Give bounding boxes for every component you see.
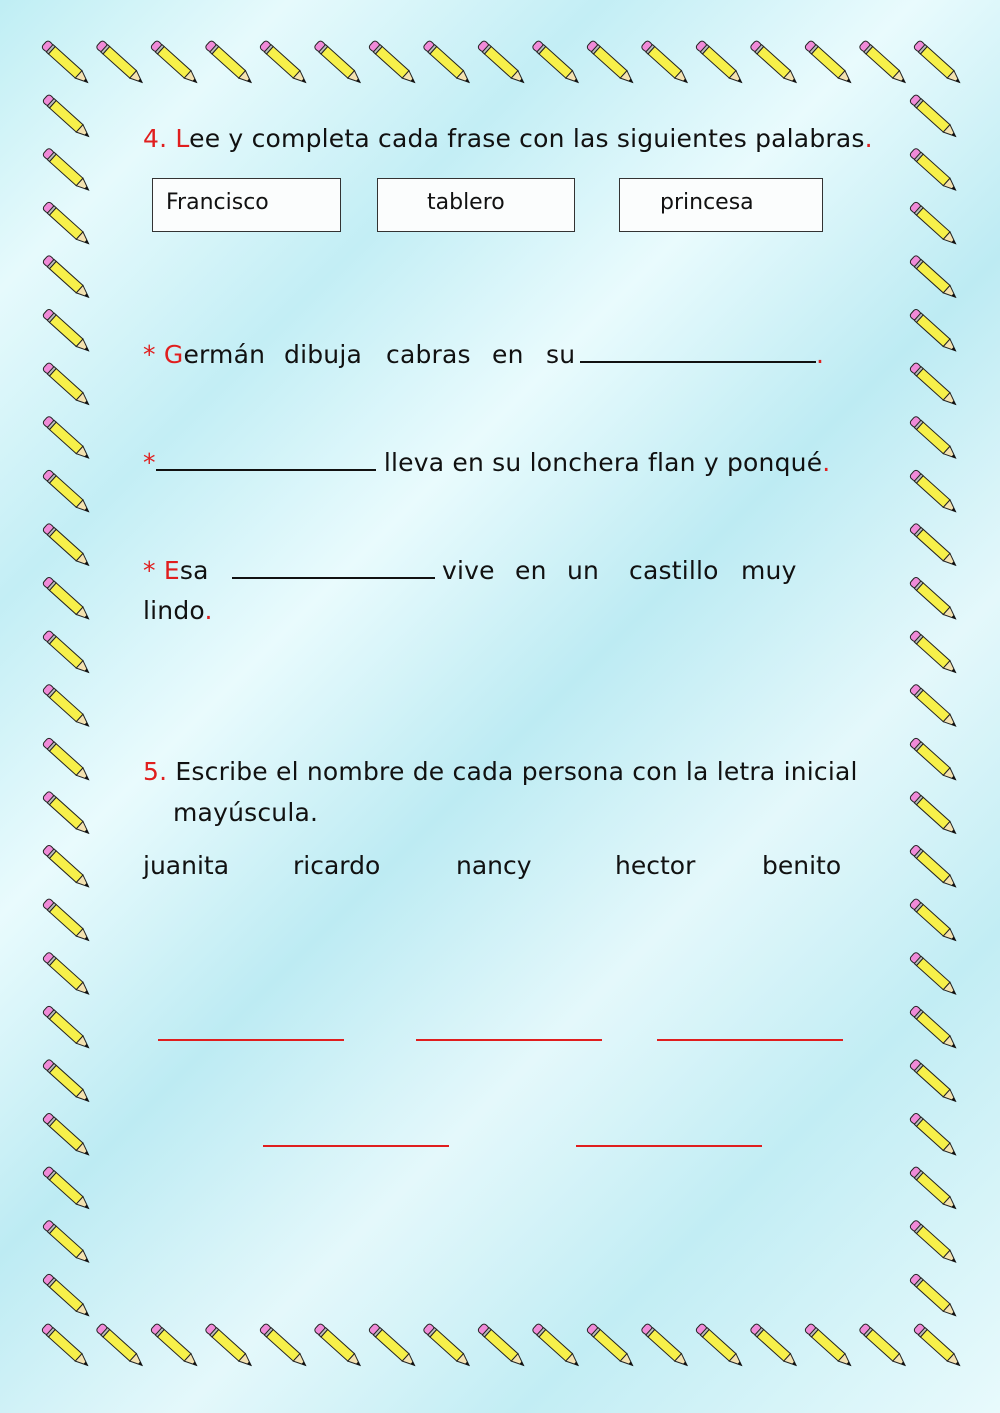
pencil-icon: [42, 415, 93, 462]
pencil-icon: [96, 40, 147, 87]
pencil-icon: [909, 308, 960, 355]
pencil-icon: [42, 308, 93, 355]
pencil-icon: [42, 630, 93, 677]
pencil-icon: [804, 40, 855, 87]
pencil-icon: [42, 1273, 93, 1320]
pencil-icon: [913, 1323, 964, 1370]
sentence-word: en: [492, 340, 524, 369]
pencil-icon: [909, 844, 960, 891]
pencil-icon: [909, 1273, 960, 1320]
name-answer-line[interactable]: [576, 1145, 762, 1147]
pencil-icon: [909, 362, 960, 409]
name-answer-line[interactable]: [416, 1039, 602, 1041]
pencil-icon: [695, 1323, 746, 1370]
pencil-icon: [804, 1323, 855, 1370]
pencil-icon: [314, 1323, 365, 1370]
exercise-5-instruction: [143, 757, 858, 786]
instruction-period: .: [864, 124, 873, 153]
pencil-icon: [42, 737, 93, 784]
word-bank-word: Francisco: [166, 190, 269, 215]
name-item: hector: [615, 851, 696, 880]
answer-blank-3[interactable]: [232, 556, 435, 585]
sentence-word: un: [567, 556, 600, 585]
pencil-icon: [42, 1166, 93, 1213]
pencil-icon: [41, 1323, 92, 1370]
pencil-icon: [42, 147, 93, 194]
word-bank-box: [619, 178, 823, 232]
sentence-word: cabras: [386, 340, 471, 369]
pencil-icon: [909, 1112, 960, 1159]
pencil-icon: [859, 40, 910, 87]
word-bank-word: tablero: [427, 190, 505, 215]
sentence-text: lleva en su lonchera flan y ponqué: [383, 448, 823, 477]
instruction-text: ee y completa cada frase con las siguientes palabras: [189, 124, 865, 153]
pencil-icon: [42, 576, 93, 623]
answer-blank-1[interactable]: [580, 340, 824, 369]
pencil-icon: [42, 844, 93, 891]
instruction-initial: L: [175, 124, 190, 153]
sentence-word: castillo: [629, 556, 719, 585]
sentence-word: sa: [179, 556, 209, 585]
pencil-icon: [909, 791, 960, 838]
name-answer-line[interactable]: [158, 1039, 344, 1041]
pencil-icon: [586, 40, 637, 87]
sentence-1: [143, 340, 265, 369]
sentence-2: [143, 448, 830, 477]
sentence-word: muy: [741, 556, 797, 585]
pencil-icon: [368, 1323, 419, 1370]
exercise-5-instruction-line-2: mayúscula.: [173, 798, 319, 827]
bullet-star: *: [143, 448, 156, 477]
name-item: benito: [762, 851, 842, 880]
pencil-icon: [909, 201, 960, 248]
word-bank-box: [152, 178, 341, 232]
name-item: juanita: [143, 851, 230, 880]
pencil-icon: [42, 469, 93, 516]
pencil-icon: [41, 40, 92, 87]
pencil-icon: [909, 1059, 960, 1106]
pencil-icon: [641, 40, 692, 87]
name-item: ricardo: [293, 851, 381, 880]
pencil-icon: [42, 683, 93, 730]
pencil-icon: [42, 791, 93, 838]
pencil-icon: [42, 255, 93, 302]
pencil-icon: [423, 40, 474, 87]
pencil-icon: [750, 1323, 801, 1370]
pencil-icon: [96, 1323, 147, 1370]
pencil-icon: [368, 40, 419, 87]
pencil-icon: [205, 40, 256, 87]
pencil-icon: [909, 469, 960, 516]
pencil-icon: [909, 951, 960, 998]
pencil-icon: [641, 1323, 692, 1370]
pencil-icon: [42, 1112, 93, 1159]
bullet-star: *: [143, 340, 164, 369]
word-bank-box: [377, 178, 575, 232]
pencil-icon: [909, 255, 960, 302]
pencil-icon: [532, 40, 583, 87]
pencil-icon: [477, 1323, 528, 1370]
answer-blank-2[interactable]: [156, 449, 376, 471]
pencil-icon: [913, 40, 964, 87]
name-answer-line[interactable]: [657, 1039, 843, 1041]
sentence-word: su: [546, 340, 576, 369]
sentence-period: .: [822, 448, 831, 477]
sentence-3: [143, 556, 209, 585]
sentence-period: .: [204, 596, 213, 625]
pencil-icon: [42, 1005, 93, 1052]
pencil-icon: [586, 1323, 637, 1370]
pencil-icon: [259, 40, 310, 87]
pencil-icon: [909, 94, 960, 141]
pencil-icon: [909, 523, 960, 570]
pencil-icon: [909, 1005, 960, 1052]
sentence-word: vive: [442, 556, 495, 585]
name-item: nancy: [456, 851, 532, 880]
pencil-icon: [750, 40, 801, 87]
pencil-icon: [42, 362, 93, 409]
pencil-icon: [205, 1323, 256, 1370]
sentence-word: en: [515, 556, 547, 585]
bullet-star: *: [143, 556, 164, 585]
sentence-3-line-2: [143, 596, 213, 625]
pencil-icon: [42, 94, 93, 141]
sentence-word: dibuja: [284, 340, 362, 369]
pencil-icon: [42, 1219, 93, 1266]
sentence-word: lindo: [143, 596, 205, 625]
name-answer-line[interactable]: [263, 1145, 449, 1147]
sentence-initial: G: [163, 340, 184, 369]
pencil-icon: [909, 898, 960, 945]
pencil-icon: [423, 1323, 474, 1370]
pencil-icon: [909, 683, 960, 730]
pencil-icon: [259, 1323, 310, 1370]
pencil-icon: [909, 576, 960, 623]
pencil-icon: [42, 898, 93, 945]
word-bank-word: princesa: [660, 190, 754, 215]
sentence-period: .: [816, 340, 825, 369]
exercise-4-number: 4.: [143, 124, 168, 153]
pencil-icon: [909, 1166, 960, 1213]
pencil-icon: [42, 201, 93, 248]
pencil-icon: [859, 1323, 910, 1370]
pencil-icon: [909, 630, 960, 677]
pencil-icon: [477, 40, 528, 87]
pencil-icon: [314, 40, 365, 87]
pencil-icon: [150, 1323, 201, 1370]
pencil-icon: [150, 40, 201, 87]
pencil-icon: [695, 40, 746, 87]
exercise-4-instruction: [143, 124, 873, 153]
pencil-icon: [909, 147, 960, 194]
pencil-icon: [532, 1323, 583, 1370]
instruction-text: Escribe el nombre de cada persona con la letra inicial: [175, 757, 858, 786]
exercise-5-number: 5.: [143, 757, 168, 786]
sentence-initial: E: [163, 556, 180, 585]
sentence-word: ermán: [183, 340, 266, 369]
pencil-icon: [42, 951, 93, 998]
pencil-icon: [42, 1059, 93, 1106]
pencil-icon: [909, 737, 960, 784]
pencil-icon: [42, 523, 93, 570]
pencil-icon: [909, 1219, 960, 1266]
pencil-icon: [909, 415, 960, 462]
